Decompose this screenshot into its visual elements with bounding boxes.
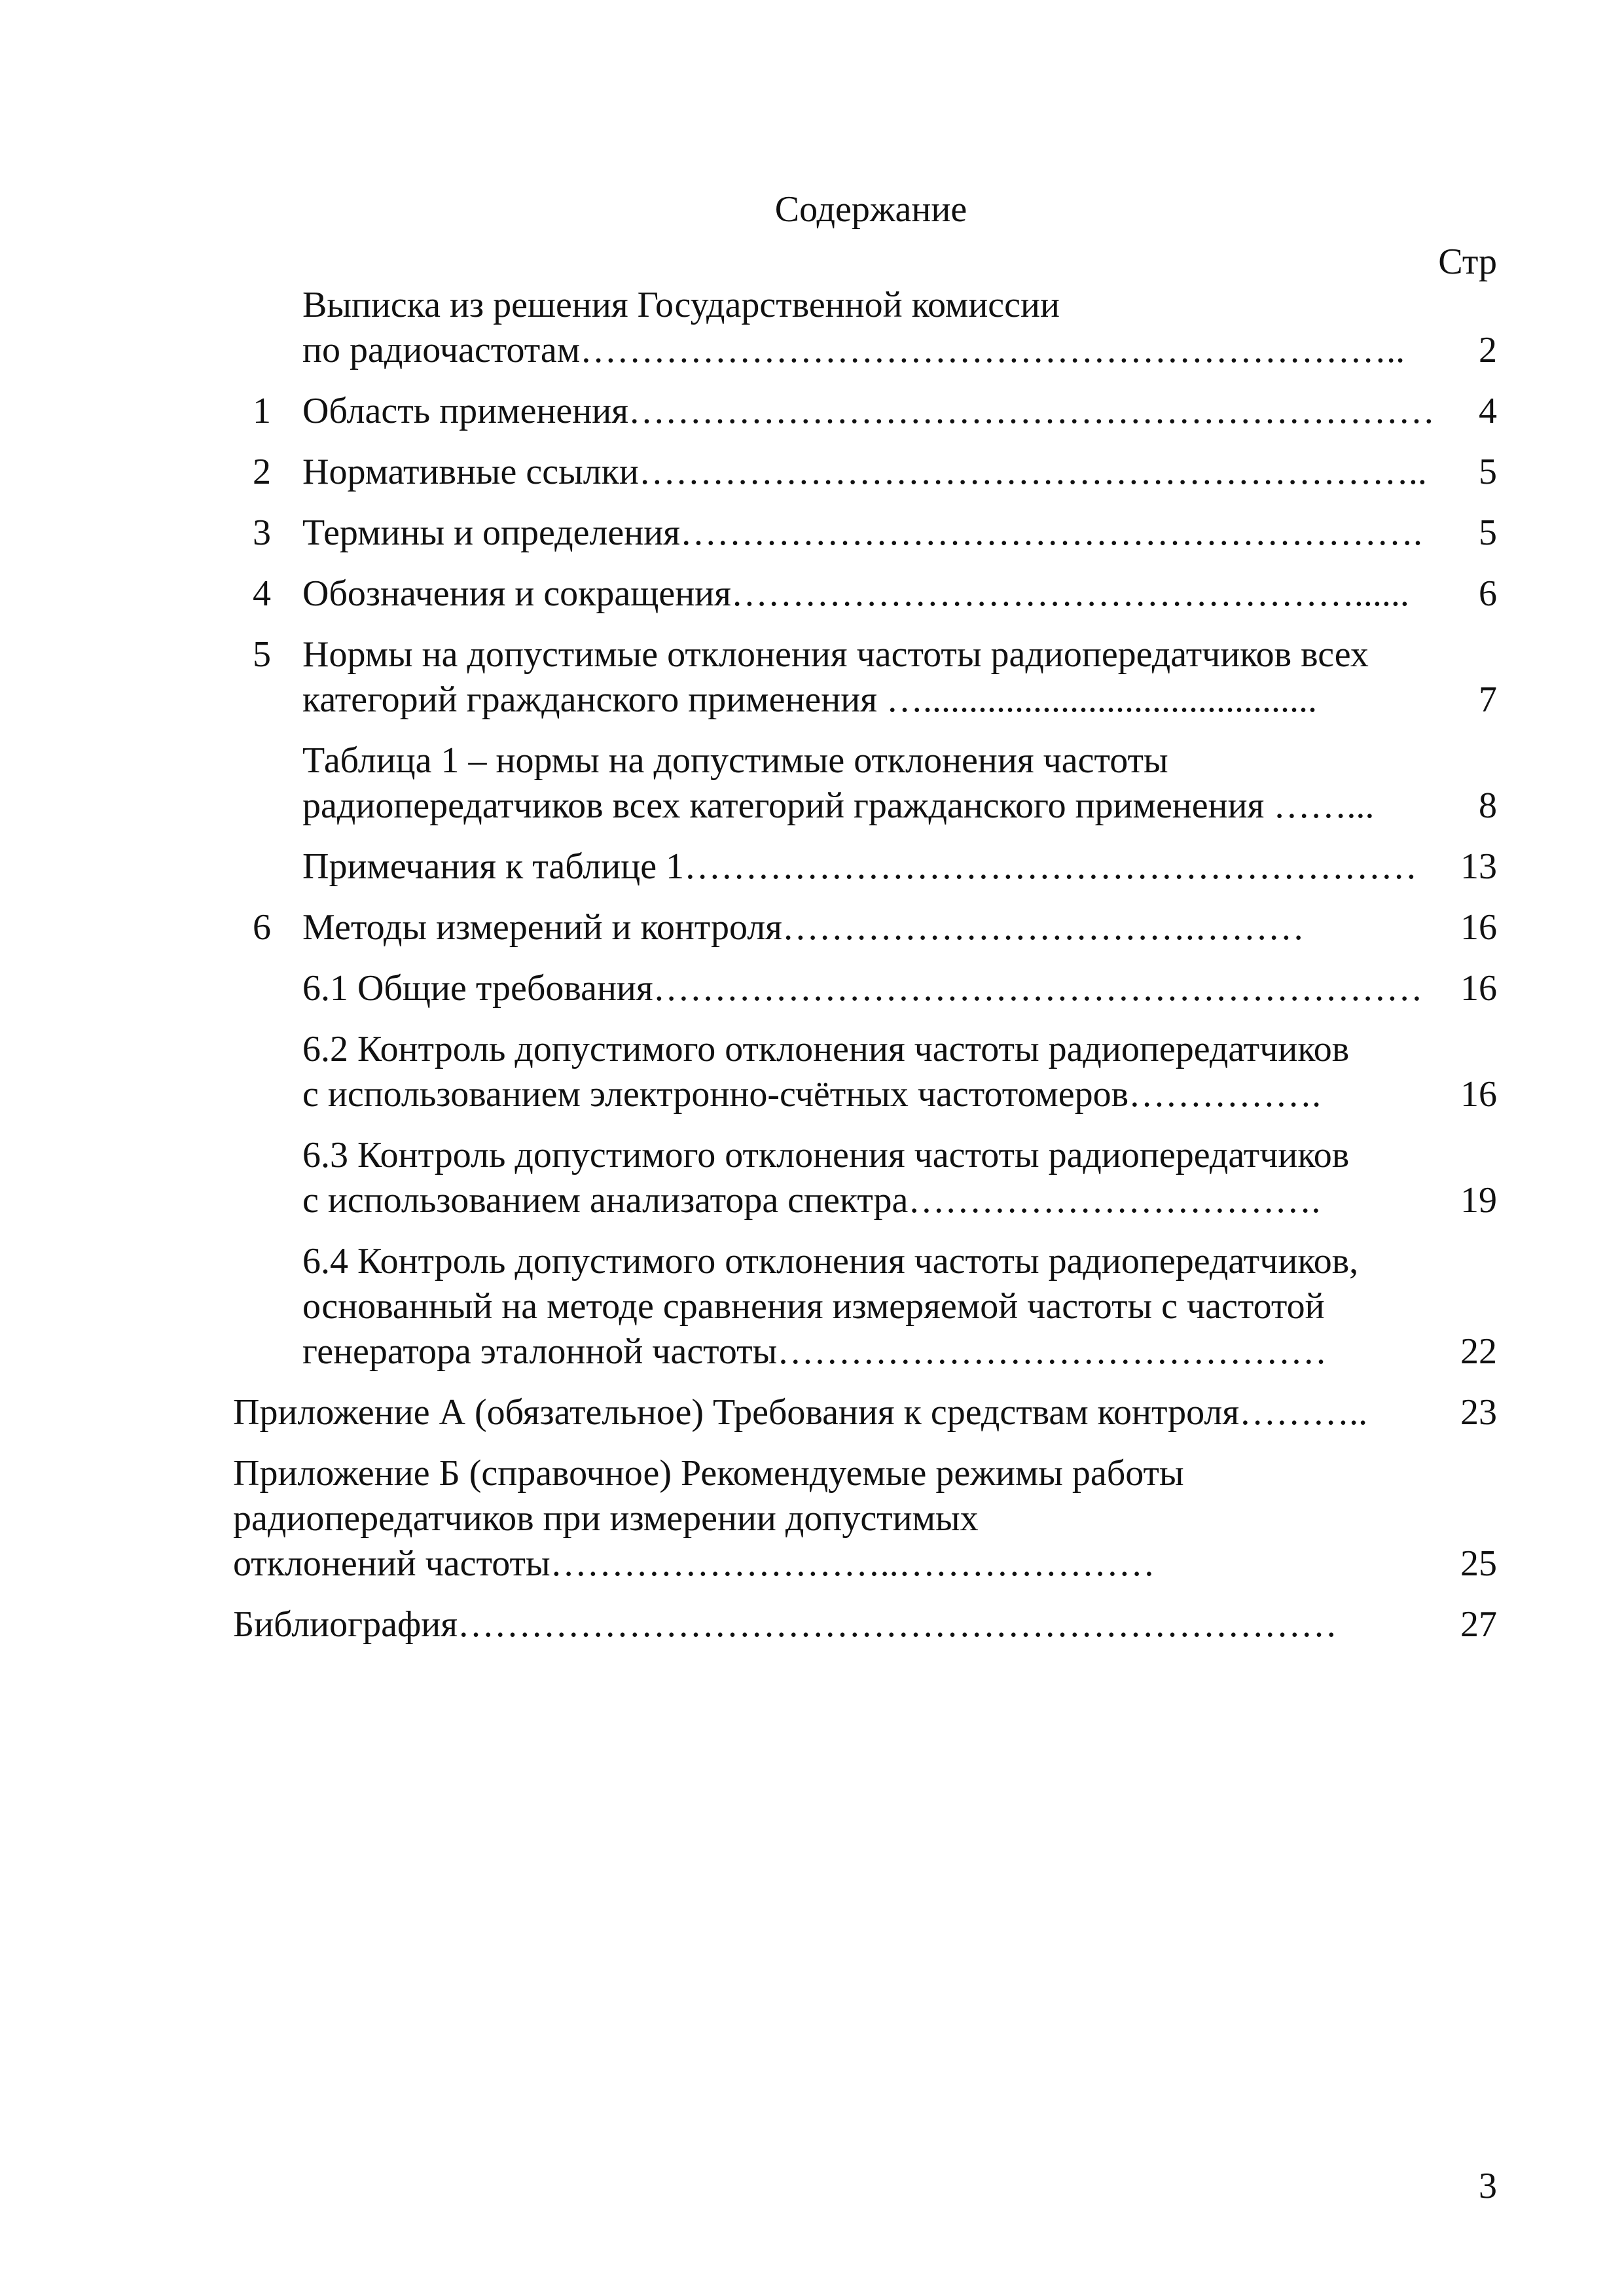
toc-entry-page: 2 (1479, 330, 1497, 370)
toc-entry-page: 25 (1460, 1543, 1497, 1584)
toc-entry-text: категорий гражданского применения …........................................... (302, 679, 1317, 720)
page-title: Содержание (774, 189, 967, 230)
toc-entry-page: 6 (1479, 573, 1497, 614)
toc-entry-page: 23 (1460, 1392, 1497, 1433)
toc-entry (0, 738, 1624, 829)
toc-entry-text: Приложение А (обязательное) Требования к средствам контроля……….. (233, 1392, 1368, 1433)
toc-entry-page: 19 (1460, 1180, 1497, 1221)
toc-entry-page: 8 (1479, 785, 1497, 826)
table-of-contents (0, 283, 1624, 1647)
toc-entry (0, 1451, 1624, 1587)
toc-entry-page: 13 (1460, 846, 1497, 887)
toc-entry-text: по радиочастотам………………………………………………………….. (302, 330, 1405, 370)
toc-entry (0, 844, 1624, 889)
toc-entry-number: 5 (253, 634, 271, 675)
toc-entry (0, 905, 1624, 950)
toc-entry-page: 16 (1460, 1074, 1497, 1115)
toc-entry-page: 7 (1479, 679, 1497, 720)
toc-entry-text: генератора эталонной частоты……………………………………… (302, 1331, 1327, 1372)
toc-entry-text: Библиография……………………………………………………………… (233, 1604, 1337, 1645)
toc-entry-page: 22 (1460, 1331, 1497, 1372)
toc-entry-text: Таблица 1 – нормы на допустимые отклонения частоты (302, 740, 1168, 781)
toc-entry-text: отклонений частоты………………………..………………… (233, 1543, 1155, 1584)
toc-entry (0, 1239, 1624, 1374)
toc-entry-page: 16 (1460, 907, 1497, 948)
toc-entry (0, 1602, 1624, 1647)
toc-entry-text: Методы измерений и контроля…………………………….……… (302, 907, 1305, 948)
toc-entry-page: 4 (1479, 391, 1497, 431)
toc-entry-text: радиопередатчиков при измерении допустимых (233, 1498, 979, 1539)
toc-entry-number: 4 (253, 573, 271, 614)
toc-entry-text: Область применения………………………………………………………… (302, 391, 1435, 431)
toc-entry-text: Обозначения и сокращения……………………………………………...... (302, 573, 1409, 614)
toc-entry-text: 6.2 Контроль допустимого отклонения частоты радиопередатчиков (302, 1029, 1350, 1069)
toc-entry-text: Приложение Б (справочное) Рекомендуемые режимы работы (233, 1453, 1184, 1494)
toc-entry (0, 1133, 1624, 1223)
toc-entry-page: 5 (1479, 512, 1497, 553)
toc-entry-page: 27 (1460, 1604, 1497, 1645)
toc-entry-number: 6 (253, 907, 271, 948)
toc-entry (0, 632, 1624, 723)
toc-entry-text: Выписка из решения Государственной комиссии (302, 285, 1060, 325)
toc-entry-text: радиопередатчиков всех категорий гражданского применения ……... (302, 785, 1375, 826)
toc-entry-text: Примечания к таблице 1…………………………………………………… (302, 846, 1418, 887)
toc-entry-text: основанный на методе сравнения измеряемой частоты с частотой (302, 1286, 1325, 1327)
toc-entry (0, 1027, 1624, 1117)
toc-entry (0, 966, 1624, 1011)
toc-entry-text: 6.1 Общие требования……………………………………………………… (302, 968, 1423, 1009)
toc-entry (0, 1390, 1624, 1435)
toc-entry (0, 511, 1624, 556)
toc-entry-number: 3 (253, 512, 271, 553)
toc-entry (0, 283, 1624, 373)
toc-entry (0, 389, 1624, 434)
toc-entry (0, 571, 1624, 617)
toc-entry-text: Нормы на допустимые отклонения частоты радиопередатчиков всех (302, 634, 1369, 675)
toc-entry-number: 2 (253, 452, 271, 492)
toc-entry (0, 450, 1624, 495)
toc-entry-text: Нормативные ссылки……………………………………………………….. (302, 452, 1427, 492)
toc-entry-text: с использованием электронно-счётных частотомеров……………. (302, 1074, 1322, 1115)
toc-entry-number: 1 (253, 391, 271, 431)
page-column-label: Стр (1438, 242, 1497, 282)
footer-page-number: 3 (1479, 2166, 1497, 2206)
toc-entry-text: с использованием анализатора спектра……………………………. (302, 1180, 1321, 1221)
toc-entry-text: 6.4 Контроль допустимого отклонения частоты радиопередатчиков, (302, 1241, 1359, 1282)
toc-entry-text: Термины и определения……………………………………………………. (302, 512, 1422, 553)
toc-entry-text: 6.3 Контроль допустимого отклонения частоты радиопередатчиков (302, 1135, 1350, 1175)
toc-entry-page: 16 (1460, 968, 1497, 1009)
toc-entry-page: 5 (1479, 452, 1497, 492)
